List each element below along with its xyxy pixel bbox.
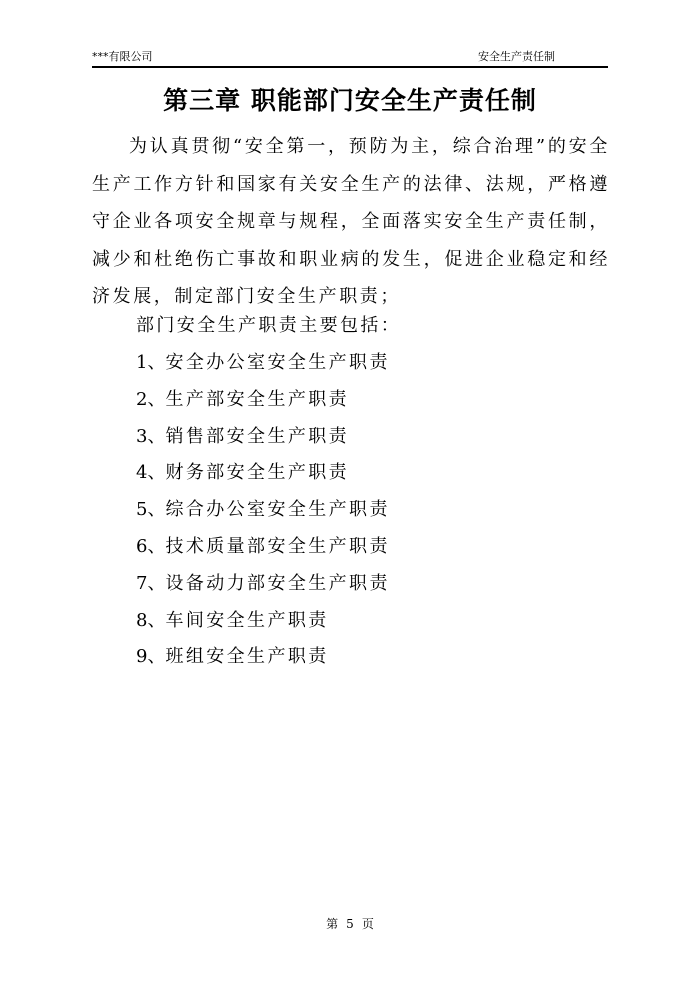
footer-suffix: 页 xyxy=(361,917,374,931)
footer-prefix: 第 xyxy=(326,917,339,931)
list-item xyxy=(136,570,390,607)
header-doc-title: 安全生产责任制 xyxy=(478,50,555,63)
list-item-number: 1、 xyxy=(136,352,166,373)
list-item-text: 综合办公室安全生产职责 xyxy=(165,499,390,521)
list-item xyxy=(136,607,390,644)
header-divider xyxy=(92,66,608,68)
list-item xyxy=(136,459,390,496)
responsibility-list xyxy=(136,349,390,680)
list-item-number: 9、 xyxy=(136,646,166,668)
intro-paragraph: 为认真贯彻“安全第一，预防为主，综合治理”的安全生产工作方针和国家有关安全生产的法律、法规，严格遵守企业各项安全规章与规程，全面落实安全生产责任制，减少和杜绝伤亡事故和职业病的发生，促进企业稳定和经济发展，制定部门安全生产职责； xyxy=(92,136,610,307)
list-item-number: 4、 xyxy=(136,462,166,484)
page-footer xyxy=(0,916,700,932)
list-item xyxy=(136,533,390,570)
list-item-text: 安全办公室安全生产职责 xyxy=(165,352,390,373)
list-item-number: 7、 xyxy=(136,572,166,594)
list-item-text: 设备动力部安全生产职责 xyxy=(165,572,390,594)
chapter-title: 第三章 职能部门安全生产责任制 xyxy=(163,86,537,115)
list-item-number: 8、 xyxy=(136,609,166,631)
list-item-text: 生产部安全生产职责 xyxy=(165,388,350,410)
list-item-number: 3、 xyxy=(136,425,166,447)
page-header xyxy=(92,50,608,66)
list-item xyxy=(136,496,390,533)
list-item-text: 财务部安全生产职责 xyxy=(165,462,350,484)
list-item-text: 车间安全生产职责 xyxy=(165,609,329,631)
list-item xyxy=(136,643,390,680)
list-item-number: 5、 xyxy=(136,499,166,521)
list-item-text: 技术质量部安全生产职责 xyxy=(165,535,390,557)
list-item xyxy=(136,386,390,423)
page-number: 5 xyxy=(346,917,354,931)
list-item xyxy=(136,349,390,386)
header-company: ***有限公司 xyxy=(92,50,153,63)
list-item xyxy=(136,423,390,460)
list-intro: 部门安全生产职责主要包括： xyxy=(136,315,402,336)
list-item-text: 班组安全生产职责 xyxy=(165,646,329,668)
list-item-number: 6、 xyxy=(136,535,166,557)
list-item-number: 2、 xyxy=(136,388,166,410)
list-item-text: 销售部安全生产职责 xyxy=(165,425,350,447)
